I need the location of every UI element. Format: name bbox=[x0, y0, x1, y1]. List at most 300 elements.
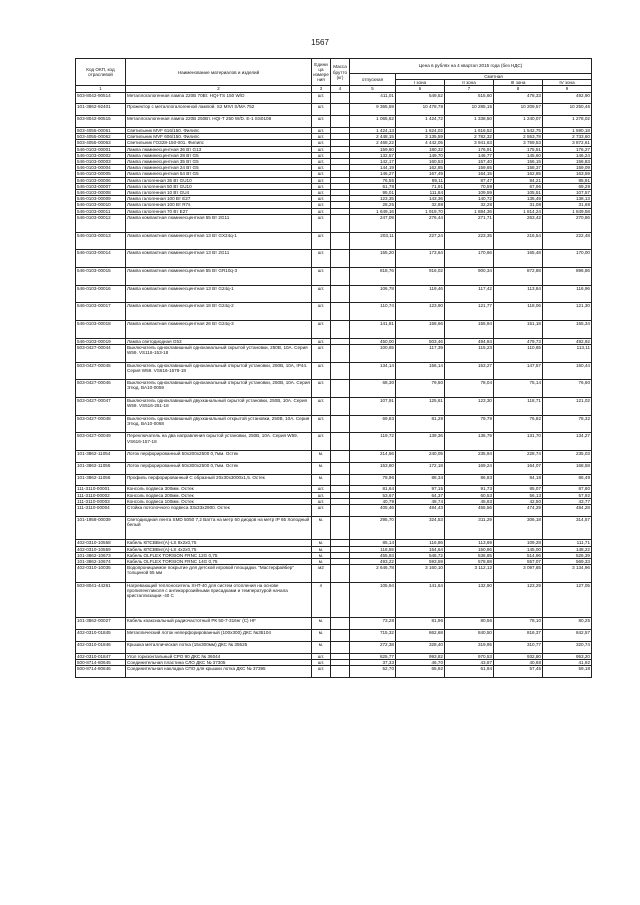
row-price-zone-3: 147,57 bbox=[494, 362, 543, 380]
table-row bbox=[76, 516, 592, 540]
row-mass bbox=[331, 303, 350, 321]
row-release-price: 73,28 bbox=[350, 618, 396, 630]
row-price-zone-3: 478,33 bbox=[494, 92, 543, 104]
row-price-zone-1: 116,86 bbox=[396, 540, 445, 546]
row-unit: шт. bbox=[312, 659, 331, 665]
row-unit: шт. bbox=[312, 128, 331, 134]
row-code: 503-8041-44261 bbox=[76, 582, 126, 617]
header-code: Код ОКП, код отраслевой bbox=[76, 59, 126, 86]
row-price-zone-3: 118,06 bbox=[494, 303, 543, 321]
row-name: Металлический лоток неперфорированный (100х300) ДКС №35104 bbox=[126, 630, 312, 642]
row-mass bbox=[331, 618, 350, 630]
row-price-zone-4: 953,20 bbox=[543, 653, 592, 659]
row-mass bbox=[331, 214, 350, 232]
header-prices-title: Цена в рублях на 4 квартал 2015 года (без НДС) bbox=[350, 59, 592, 74]
row-price-zone-4: 85,91 bbox=[543, 177, 592, 183]
row-unit: шт. bbox=[312, 492, 331, 498]
header-release-price: отпускная bbox=[350, 74, 396, 86]
row-unit: шт. bbox=[312, 504, 331, 516]
row-price-zone-4: 113,11 bbox=[543, 344, 592, 362]
row-unit: шт. bbox=[312, 415, 331, 433]
row-price-zone-4: 31,68 bbox=[543, 202, 592, 208]
row-name: Лампа компактная люминесцентная 55 Вт 2G11 bbox=[126, 214, 312, 232]
row-unit: шт. bbox=[312, 190, 331, 196]
row-price-zone-4: 569,33 bbox=[543, 558, 592, 564]
row-price-zone-4: 159,09 bbox=[543, 165, 592, 171]
row-price-zone-2: 455,56 bbox=[445, 504, 494, 516]
row-price-zone-1: 993,82 bbox=[396, 653, 445, 659]
column-number: 5 bbox=[350, 86, 396, 92]
row-price-zone-2: 1 338,50 bbox=[445, 116, 494, 128]
row-price-zone-3: 306,18 bbox=[494, 516, 543, 540]
row-price-zone-1: 156,14 bbox=[396, 362, 445, 380]
row-release-price: 493,22 bbox=[350, 558, 396, 564]
row-price-zone-2: 86,83 bbox=[445, 474, 494, 486]
row-name: Консоль подвеса 300мм. Остек bbox=[126, 486, 312, 492]
row-price-zone-4: 43,77 bbox=[543, 498, 592, 504]
row-price-zone-2: 61,94 bbox=[445, 666, 494, 678]
row-code: 546-0103-00005 bbox=[76, 171, 126, 177]
row-price-zone-2: 840,50 bbox=[445, 630, 494, 642]
row-price-zone-2: 79,79 bbox=[445, 415, 494, 433]
row-price-zone-2: 3 112,12 bbox=[445, 565, 494, 583]
table-row bbox=[76, 214, 592, 232]
row-price-zone-1: 167,49 bbox=[396, 171, 445, 177]
row-price-zone-3: 76,82 bbox=[494, 415, 543, 433]
row-release-price: 53,67 bbox=[350, 492, 396, 498]
row-price-zone-4: 116,96 bbox=[543, 285, 592, 303]
row-release-price: 159,80 bbox=[350, 146, 396, 152]
row-price-zone-4: 121,30 bbox=[543, 303, 592, 321]
row-release-price: 2 646,78 bbox=[350, 565, 396, 583]
row-price-zone-4: 87,80 bbox=[543, 486, 592, 492]
row-mass bbox=[331, 250, 350, 268]
row-code: 546-0103-00009 bbox=[76, 196, 126, 202]
row-code: 546-0103-00004 bbox=[76, 165, 126, 171]
row-price-zone-2: 2 782,32 bbox=[445, 134, 494, 140]
table-row bbox=[76, 582, 592, 617]
row-price-zone-2: 176,91 bbox=[445, 146, 494, 152]
row-release-price: 132,57 bbox=[350, 152, 396, 158]
row-release-price: 105,94 bbox=[350, 582, 396, 617]
row-price-zone-4: 86,49 bbox=[543, 474, 592, 486]
row-price-zone-3: 84,18 bbox=[494, 474, 543, 486]
row-price-zone-1: 10 478,78 bbox=[396, 104, 445, 116]
row-release-price: 28,25 bbox=[350, 202, 396, 208]
row-release-price: 68,30 bbox=[350, 380, 396, 398]
row-unit: л bbox=[312, 582, 331, 617]
row-name: Крышка металлическая лотка (15х300мм) ДКС № 35525 bbox=[126, 641, 312, 653]
row-price-zone-3: 56,13 bbox=[494, 492, 543, 498]
row-price-zone-3: 145,60 bbox=[494, 152, 543, 158]
table-row bbox=[76, 641, 592, 653]
row-name: Лампа галогенная 50 Вт GU10 bbox=[126, 183, 312, 189]
row-release-price: 134,14 bbox=[350, 362, 396, 380]
row-price-zone-2: 60,53 bbox=[445, 492, 494, 498]
row-price-zone-3: 67,96 bbox=[494, 183, 543, 189]
row-unit: шт. bbox=[312, 134, 331, 140]
row-price-zone-3: 135,49 bbox=[494, 196, 543, 202]
row-unit: шт. bbox=[312, 397, 331, 415]
row-price-zone-2: 140,72 bbox=[445, 196, 494, 202]
row-unit: м. bbox=[312, 474, 331, 486]
row-price-zone-1: 3 135,59 bbox=[396, 134, 445, 140]
row-price-zone-1: 227,24 bbox=[396, 232, 445, 250]
table-row bbox=[76, 285, 592, 303]
row-price-zone-3: 42,50 bbox=[494, 498, 543, 504]
row-price-zone-2: 121,77 bbox=[445, 303, 494, 321]
row-unit: шт. bbox=[312, 116, 331, 128]
row-price-zone-1: 71,91 bbox=[396, 183, 445, 189]
row-name: Лампа люминесцентная 36 Вт G13 bbox=[126, 146, 312, 152]
row-price-zone-1: 125,61 bbox=[396, 397, 445, 415]
row-name: Лампа компактная люминесцентная 26 Вт G24q-3 bbox=[126, 320, 312, 338]
row-price-zone-1: 111,84 bbox=[396, 190, 445, 196]
row-price-zone-3: 31,08 bbox=[494, 202, 543, 208]
row-code: 546-0103-00011 bbox=[76, 208, 126, 214]
row-mass bbox=[331, 380, 350, 398]
row-price-zone-2: 80,56 bbox=[445, 618, 494, 630]
row-price-zone-1: 180,32 bbox=[396, 146, 445, 152]
row-price-zone-1: 173,64 bbox=[396, 250, 445, 268]
row-price-zone-4: 170,00 bbox=[543, 250, 592, 268]
row-mass bbox=[331, 462, 350, 474]
row-price-zone-1: 324,53 bbox=[396, 516, 445, 540]
column-number: 6 bbox=[396, 86, 445, 92]
row-price-zone-2: 70,59 bbox=[445, 183, 494, 189]
row-unit: шт. bbox=[312, 344, 331, 362]
row-code: 101-3862-10674 bbox=[76, 558, 126, 564]
row-price-zone-2: 78,04 bbox=[445, 380, 494, 398]
row-price-zone-3: 2 553,78 bbox=[494, 134, 543, 140]
row-name: Лампа люминесцентная 28 Вт G5 bbox=[126, 152, 312, 158]
row-mass bbox=[331, 232, 350, 250]
row-code: 503-4055-00063 bbox=[76, 140, 126, 146]
row-code: 546-0103-00018 bbox=[76, 320, 126, 338]
row-price-zone-3: 228,74 bbox=[494, 450, 543, 462]
row-price-zone-2: 146,77 bbox=[445, 152, 494, 158]
column-number: 4 bbox=[331, 86, 350, 92]
row-code: 101-3862-92401 bbox=[76, 104, 126, 116]
row-price-zone-1: 4 442,05 bbox=[396, 140, 445, 146]
row-price-zone-3: 216,54 bbox=[494, 232, 543, 250]
column-number: 7 bbox=[445, 86, 494, 92]
row-release-price: 295,70 bbox=[350, 516, 396, 540]
row-code: 402-0310-01845 bbox=[76, 630, 126, 642]
row-price-zone-1: 549,52 bbox=[396, 92, 445, 104]
row-name: Лампа люминесцентная 54 Вт G5 bbox=[126, 171, 312, 177]
row-code: 402-0310-01846 bbox=[76, 641, 126, 653]
row-unit: м. bbox=[312, 552, 331, 558]
row-release-price: 100,65 bbox=[350, 344, 396, 362]
row-price-zone-1: 160,53 bbox=[396, 159, 445, 165]
header-estimate-price: Сметная bbox=[396, 74, 592, 80]
row-release-price: 455,93 bbox=[350, 552, 396, 558]
row-price-zone-3: 263,42 bbox=[494, 214, 543, 232]
row-price-zone-2: 109,59 bbox=[445, 190, 494, 196]
row-price-zone-3: 3 097,65 bbox=[494, 565, 543, 583]
row-price-zone-4: 69,29 bbox=[543, 183, 592, 189]
header-zone-2: II зона bbox=[445, 80, 494, 86]
row-name: Переключатель на два направления скрытой установки, 250В, 10А. Серия W59. VS616-157-18 bbox=[126, 433, 312, 451]
row-mass bbox=[331, 397, 350, 415]
row-mass bbox=[331, 474, 350, 486]
row-price-zone-4: 163,59 bbox=[543, 171, 592, 177]
row-price-zone-4: 526,39 bbox=[543, 552, 592, 558]
row-code: 111-3110-00004 bbox=[76, 504, 126, 516]
row-name: Светодиодная лента SMD 5050 7,2 Ватта на метр 60 диодов на метр IP 65 Холодный белый bbox=[126, 516, 312, 540]
row-price-zone-4: 59,18 bbox=[543, 666, 592, 678]
row-price-zone-4: 80,25 bbox=[543, 618, 592, 630]
row-code: 101-3862-11055 bbox=[76, 462, 126, 474]
row-release-price: 1 649,16 bbox=[350, 208, 396, 214]
row-unit: шт. bbox=[312, 214, 331, 232]
row-unit: м. bbox=[312, 462, 331, 474]
row-price-zone-3: 78,10 bbox=[494, 618, 543, 630]
row-code: 101-1958-00039 bbox=[76, 516, 126, 540]
header-zone-4: IV зона bbox=[543, 80, 592, 86]
row-mass bbox=[331, 92, 350, 104]
row-name: Выключатель одноклавишный одноканальный открытой установки, 250В, 10А. Серия Этюд. BA10-0059 bbox=[126, 380, 312, 398]
row-code: 402-0310-10559 bbox=[76, 546, 126, 552]
row-mass bbox=[331, 516, 350, 540]
row-price-zone-1: 81,96 bbox=[396, 618, 445, 630]
header-name: Наименование материалов и изделий bbox=[126, 59, 312, 86]
table-row bbox=[76, 250, 592, 268]
row-name: Консоль подвеса 100мм. Остек bbox=[126, 498, 312, 504]
row-price-zone-1: 65,92 bbox=[396, 666, 445, 678]
row-price-zone-4: 148,22 bbox=[543, 546, 592, 552]
row-price-zone-1: 546,72 bbox=[396, 552, 445, 558]
row-price-zone-4: 121,02 bbox=[543, 397, 592, 415]
row-price-zone-4: 156,83 bbox=[543, 159, 592, 165]
row-code: 503-8042-90515 bbox=[76, 116, 126, 128]
row-mass bbox=[331, 433, 350, 451]
row-price-zone-1: 64,37 bbox=[396, 492, 445, 498]
row-release-price: 214,56 bbox=[350, 450, 396, 462]
row-unit: шт. bbox=[312, 183, 331, 189]
row-price-zone-1: 1 424,72 bbox=[396, 116, 445, 128]
table-row bbox=[76, 116, 592, 128]
row-price-zone-2: 900,34 bbox=[445, 267, 494, 285]
table-row bbox=[76, 344, 592, 362]
row-release-price: 2 468,22 bbox=[350, 140, 396, 146]
row-release-price: 106,78 bbox=[350, 285, 396, 303]
row-price-zone-2: 113,69 bbox=[445, 540, 494, 546]
row-name: Лоток перфорированный 50х200х2500 0,7мм. Остек bbox=[126, 450, 312, 462]
row-price-zone-2: 223,35 bbox=[445, 232, 494, 250]
row-code: 111-3110-00002 bbox=[76, 492, 126, 498]
row-price-zone-3: 175,51 bbox=[494, 146, 543, 152]
row-price-zone-3: 109,28 bbox=[494, 540, 543, 546]
price-table bbox=[75, 58, 592, 678]
row-price-zone-2: 235,94 bbox=[445, 450, 494, 462]
row-name: Кабель КПСВВнг(А)-LS 4х2х0,75 bbox=[126, 546, 312, 552]
row-mass bbox=[331, 267, 350, 285]
row-price-zone-1: 123,90 bbox=[396, 303, 445, 321]
header-zone-3: III зона bbox=[494, 80, 543, 86]
row-price-zone-1: 81,29 bbox=[396, 415, 445, 433]
row-price-zone-3: 131,70 bbox=[494, 433, 543, 451]
row-mass bbox=[331, 285, 350, 303]
row-price-zone-1: 593,59 bbox=[396, 558, 445, 564]
row-release-price: 247,09 bbox=[350, 214, 396, 232]
row-price-zone-3: 151,18 bbox=[494, 320, 543, 338]
row-price-zone-1: 484,43 bbox=[396, 504, 445, 516]
table-row bbox=[76, 362, 592, 380]
row-price-zone-2: 164,15 bbox=[445, 171, 494, 177]
row-release-price: 153,80 bbox=[350, 462, 396, 474]
row-release-price: 69,83 bbox=[350, 415, 396, 433]
row-price-zone-4: 111,71 bbox=[543, 540, 592, 546]
row-price-zone-2: 494,84 bbox=[445, 338, 494, 344]
row-code: 546-0103-00014 bbox=[76, 250, 126, 268]
row-price-zone-4: 270,86 bbox=[543, 214, 592, 232]
row-unit: м. bbox=[312, 618, 331, 630]
row-unit: м. bbox=[312, 540, 331, 546]
row-price-zone-2: 153,27 bbox=[445, 362, 494, 380]
row-release-price: 119,72 bbox=[350, 433, 396, 451]
row-price-zone-1: 88,34 bbox=[396, 474, 445, 486]
row-unit: м. bbox=[312, 546, 331, 552]
row-release-price: 450,00 bbox=[350, 338, 396, 344]
row-release-price: 37,33 bbox=[350, 659, 396, 665]
column-number: 8 bbox=[494, 86, 543, 92]
row-name: Выключатель одноклавишный одноканальный скрытой установки, 250В, 10А. Серия W59. VS116-153-18 bbox=[126, 344, 312, 362]
row-unit: шт. bbox=[312, 433, 331, 451]
row-name: Светильник MVF 616/150. Филипс bbox=[126, 128, 312, 134]
row-unit: м. bbox=[312, 516, 331, 540]
table-body bbox=[76, 92, 592, 677]
row-code: 402-0310-10035 bbox=[76, 565, 126, 583]
row-release-price: 155,20 bbox=[350, 250, 396, 268]
row-price-zone-4: 134,27 bbox=[543, 433, 592, 451]
row-price-zone-4: 320,74 bbox=[543, 641, 592, 653]
row-name: Кабель КПСВВнг(А)-LS 8х2х0,75 bbox=[126, 540, 312, 546]
row-release-price: 141,81 bbox=[350, 320, 396, 338]
row-name: Выключатель одноклавишный двухканальный скрытой установки, 250В, 10А. Серия W59. VS516-251-18 bbox=[126, 397, 312, 415]
row-price-zone-3: 40,68 bbox=[494, 659, 543, 665]
row-name: Лампа галогенная 35 Вт GU10 bbox=[126, 177, 312, 183]
row-name: Лампа галогенная 100 Вт R7s bbox=[126, 202, 312, 208]
row-price-zone-3: 479,73 bbox=[494, 338, 543, 344]
row-price-zone-3: 1 814,24 bbox=[494, 208, 543, 214]
row-release-price: 142,17 bbox=[350, 159, 396, 165]
row-price-zone-4: 492,92 bbox=[543, 338, 592, 344]
row-code: 503-4055-00061 bbox=[76, 128, 126, 134]
row-price-zone-4: 127,05 bbox=[543, 582, 592, 617]
row-price-zone-4: 10 250,46 bbox=[543, 104, 592, 116]
row-price-zone-4: 492,90 bbox=[543, 92, 592, 104]
row-price-zone-1: 276,44 bbox=[396, 214, 445, 232]
row-release-price: 9 365,59 bbox=[350, 104, 396, 116]
row-price-zone-1: 154,64 bbox=[396, 546, 445, 552]
row-price-zone-3: 165,48 bbox=[494, 250, 543, 268]
row-mass bbox=[331, 630, 350, 642]
row-code: 503-8042-90514 bbox=[76, 92, 126, 104]
table-row bbox=[76, 92, 592, 104]
row-price-zone-1: 158,66 bbox=[396, 320, 445, 338]
row-price-zone-1: 141,64 bbox=[396, 582, 445, 617]
row-price-zone-1: 97,15 bbox=[396, 486, 445, 492]
row-price-zone-2: 515,60 bbox=[445, 92, 494, 104]
row-price-zone-3: 557,07 bbox=[494, 558, 543, 564]
table-row bbox=[76, 104, 592, 116]
row-price-zone-1: 240,05 bbox=[396, 450, 445, 462]
row-price-zone-1: 503,46 bbox=[396, 338, 445, 344]
row-unit: шт. bbox=[312, 250, 331, 268]
row-price-zone-1: 1 624,02 bbox=[396, 128, 445, 134]
column-number: 2 bbox=[126, 86, 312, 92]
row-price-zone-1: 48,74 bbox=[396, 498, 445, 504]
row-release-price: 818,76 bbox=[350, 267, 396, 285]
row-price-zone-4: 842,57 bbox=[543, 630, 592, 642]
row-price-zone-1: 79,50 bbox=[396, 380, 445, 398]
row-name: Лампа галогенная 10 Вт GU4 bbox=[126, 190, 312, 196]
row-price-zone-1: 162,85 bbox=[396, 165, 445, 171]
row-release-price: 144,19 bbox=[350, 165, 396, 171]
row-price-zone-1: 119,46 bbox=[396, 285, 445, 303]
row-code: 503-0427-00047 bbox=[76, 397, 126, 415]
row-release-price: 405,46 bbox=[350, 504, 396, 516]
row-price-zone-3: 57,45 bbox=[494, 666, 543, 678]
row-price-zone-3: 113,84 bbox=[494, 285, 543, 303]
table-row bbox=[76, 474, 592, 486]
row-price-zone-1: 149,70 bbox=[396, 152, 445, 158]
page-number: 1567 bbox=[311, 38, 329, 47]
row-name: Выключатель одноклавишный двухканальный открытой установки, 250В, 10А. Серия Этюд. BA10-0068 bbox=[126, 415, 312, 433]
row-price-zone-4: 222,48 bbox=[543, 232, 592, 250]
row-price-zone-3: 310,77 bbox=[494, 641, 543, 653]
row-name: Лампа компактная люминесцентная 18 Вт G24q-2 bbox=[126, 303, 312, 321]
row-unit: шт. bbox=[312, 140, 331, 146]
row-price-zone-1: 143,36 bbox=[396, 196, 445, 202]
row-price-zone-2: 1 616,52 bbox=[445, 128, 494, 134]
row-price-zone-4: 107,57 bbox=[543, 190, 592, 196]
row-code: 402-0310-01847 bbox=[76, 653, 126, 659]
row-unit: шт. bbox=[312, 666, 331, 678]
row-release-price: 116,55 bbox=[350, 546, 396, 552]
header-unit: Едини ца измере ния bbox=[312, 59, 331, 86]
row-price-zone-3: 932,80 bbox=[494, 653, 543, 659]
row-price-zone-1: 46,70 bbox=[396, 659, 445, 665]
table-row bbox=[76, 380, 592, 398]
row-price-zone-2: 157,40 bbox=[445, 159, 494, 165]
table-row bbox=[76, 320, 592, 338]
row-price-zone-1: 916,02 bbox=[396, 267, 445, 285]
row-price-zone-3: 85,07 bbox=[494, 486, 543, 492]
row-price-zone-3: 164,07 bbox=[494, 462, 543, 474]
row-name: Лампа светодиодная G53 bbox=[126, 338, 312, 344]
table-row bbox=[76, 415, 592, 433]
table-row bbox=[76, 618, 592, 630]
row-code: 500-8714-80646 bbox=[76, 666, 126, 678]
row-name: Угол горизонтальный СРО 90 ДКС № 36044 bbox=[126, 653, 312, 659]
row-mass bbox=[331, 565, 350, 583]
row-code: 546-0103-00006 bbox=[76, 177, 126, 183]
row-price-zone-1: 328,40 bbox=[396, 641, 445, 653]
row-price-zone-3: 110,65 bbox=[494, 344, 543, 362]
row-unit: шт. bbox=[312, 196, 331, 202]
row-name: Лампа компактная люминесцентная 13 Вт GX24q-1 bbox=[126, 232, 312, 250]
column-number: 9 bbox=[543, 86, 592, 92]
row-price-zone-4: 138,13 bbox=[543, 196, 592, 202]
row-price-zone-3: 474,29 bbox=[494, 504, 543, 516]
row-price-zone-2: 155,94 bbox=[445, 320, 494, 338]
row-mass bbox=[331, 641, 350, 653]
row-price-zone-3: 75,14 bbox=[494, 380, 543, 398]
row-name: Лоток перфорированный 50х300х2500 0,7мм. Остек bbox=[126, 462, 312, 474]
